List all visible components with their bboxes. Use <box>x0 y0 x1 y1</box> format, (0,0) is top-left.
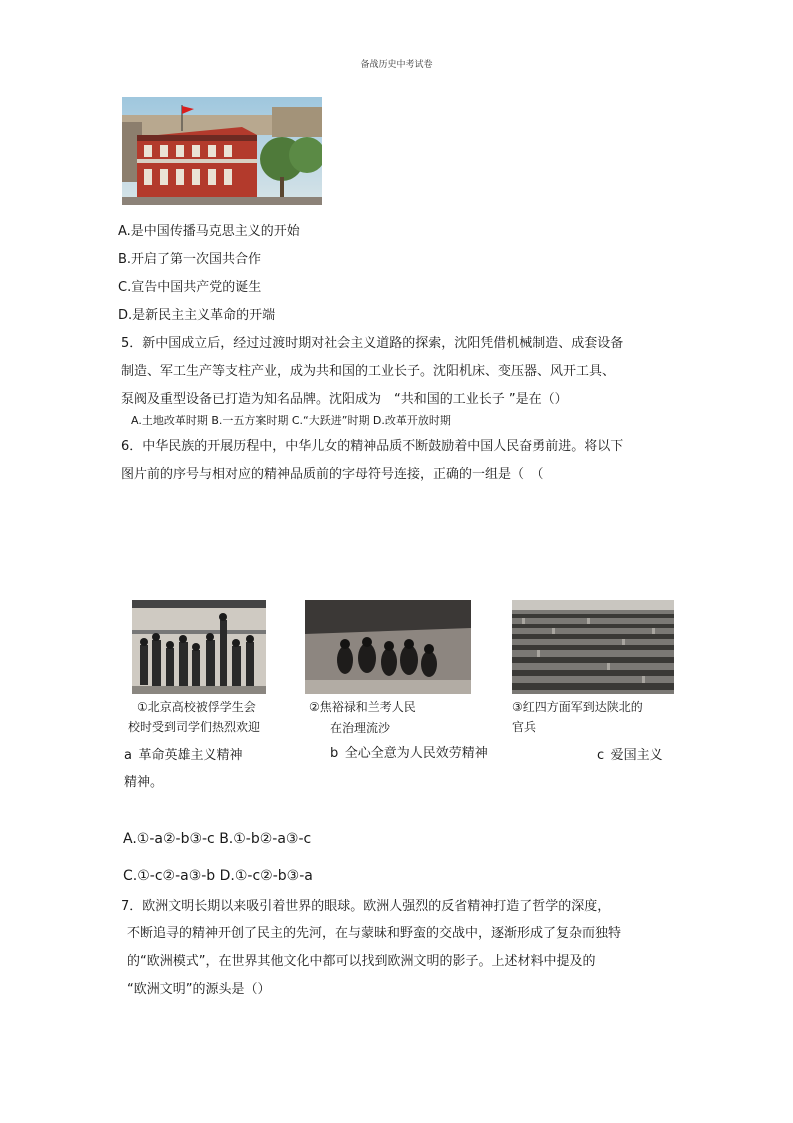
q7-line-2: 不断追寻的精神开创了民主的先河，在与蒙昧和野蛮的交战中，逐渐形成了复杂而独特 <box>127 926 622 941</box>
quality-a: a 革命英雄主义精神 <box>124 748 243 763</box>
q4-option-c: C.宣告中国共产党的诞生 <box>118 280 262 295</box>
q6-answers-cd: C.①-c②-a③-b D.①-c②-b③-a <box>123 868 313 884</box>
quality-a-continued: 精神。 <box>124 775 164 790</box>
page-header: 备战历史中考试卷 <box>360 60 433 70</box>
q5-options: A.土地改革时期 B.一五方案时期 C.“大跃进”时期 D.改革开放时期 <box>131 414 451 427</box>
q5-line-3: 泵阀及重型设备已打造为知名品牌。沈阳成为 “共和国的工业长子 ”是在（） <box>121 392 568 407</box>
q7-line-3: 的“欧洲模式”，在世界其他文化中都可以找到欧洲文明的影子。上述材料中提及的 <box>127 954 596 969</box>
photo-3-caption-line-2: 官兵 <box>512 720 537 734</box>
q7-line-4: “欧洲文明”的源头是（） <box>127 982 271 997</box>
q6-answers-ab: A.①-a②-b③-c B.①-b②-a③-c <box>123 831 312 847</box>
photo-2-caption-line-2: 在治理流沙 <box>330 721 391 735</box>
q7-line-1: 7．欧洲文明长期以来吸引着世界的眼球。欧洲人强烈的反省精神打造了哲学的深度， <box>121 899 611 914</box>
q4-option-b: B.开启了第一次国共合作 <box>118 252 262 267</box>
red-building-photo <box>122 97 322 205</box>
q4-option-d: D.是新民主主义革命的开端 <box>118 308 276 323</box>
photo-1-caption-line-2: 校时受到司学们热烈欢迎 <box>128 720 261 734</box>
photo-3-caption-line-1: ③红四方面军到达陕北的 <box>512 700 643 714</box>
photo-2-caption-line-1: ②焦裕禄和兰考人民 <box>309 700 416 714</box>
red-army-troops-photo <box>512 600 674 694</box>
quality-c: c 爱国主义 <box>597 748 663 763</box>
photo-1-caption-line-1: ①北京高校被俘学生会 <box>137 700 256 714</box>
q5-line-1: 5．新中国成立后，经过过渡时期对社会主义道路的探索，沈阳凭借机械制造、成套设备 <box>121 336 624 351</box>
q4-option-a: A.是中国传播马克思主义的开始 <box>118 224 300 239</box>
students-welcome-photo <box>132 600 266 694</box>
q6-line-2: 图片前的序号与相对应的精神品质前的字母符号连接，正确的一组是（ （ <box>121 467 544 482</box>
q5-line-2: 制造、军工生产等支柱产业，成为共和国的工业长子。沈阳机床、变压器、风开工具、 <box>121 364 616 379</box>
q6-line-1: 6．中华民族的开展历程中，中华儿女的精神品质不断鼓励着中国人民奋勇前进。将以下 <box>121 439 624 454</box>
quality-b: b 全心全意为人民效劳精神 <box>330 746 488 761</box>
jiao-yulu-sand-photo <box>305 600 471 694</box>
